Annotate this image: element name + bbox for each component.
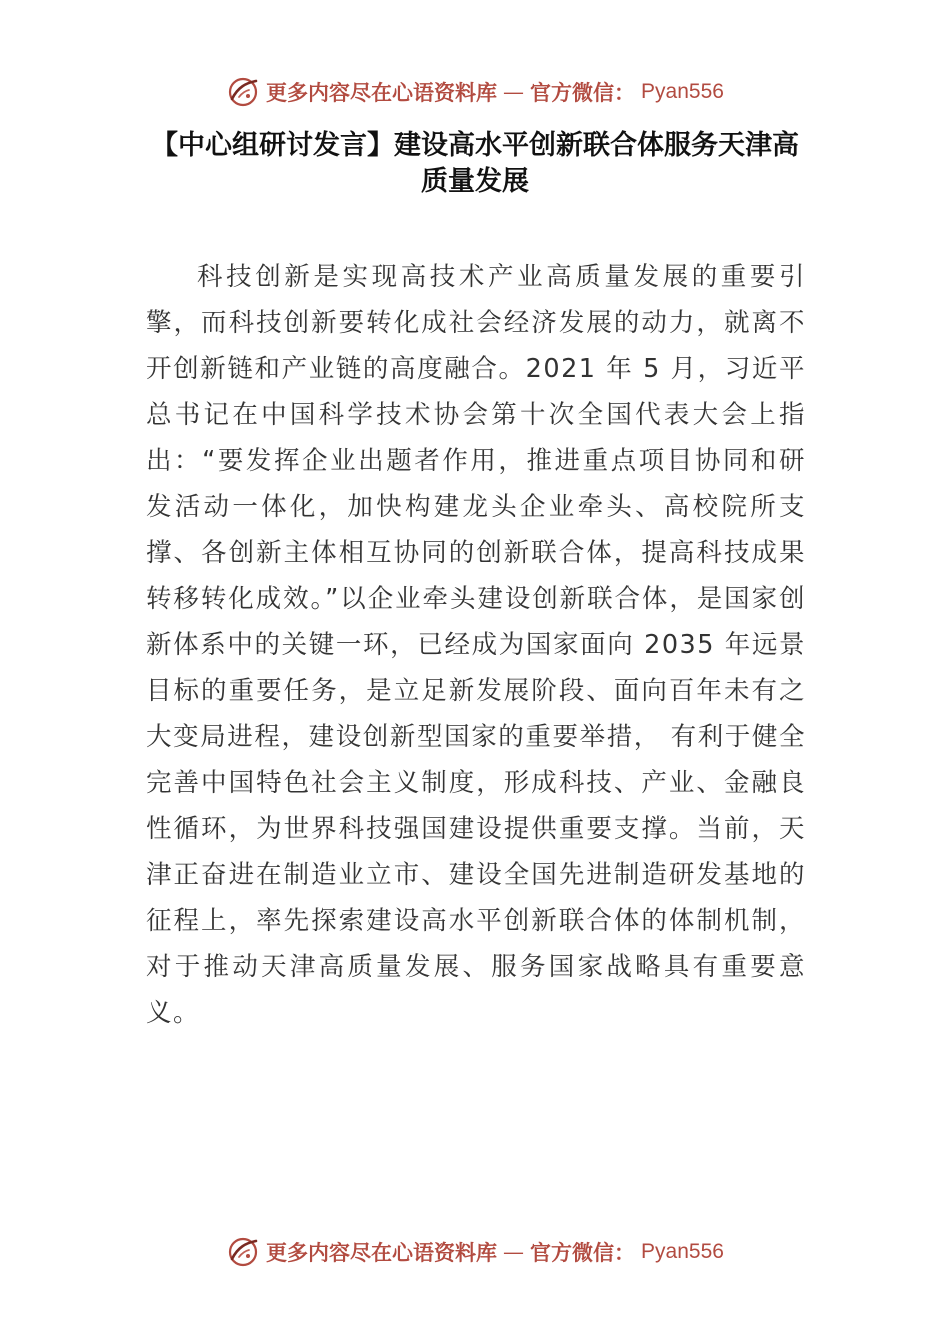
watermark-id: Pyan556 [641, 1240, 724, 1263]
document-title: 【中心组研讨发言】建设高水平创新联合体服务天津高质量发展 [151, 130, 799, 197]
watermark-text: 更多内容尽在心语资料库 [266, 1240, 498, 1265]
watermark-id: Pyan556 [641, 80, 724, 103]
brush-circle-logo-icon [226, 75, 260, 109]
body-paragraph: 科技创新是实现高技术产业高质量发展的重要引擎，而科技创新要转化成社会经济发展的动力，就离不开创新链和产业链的高度融合。2021 年 5 月，习近平总书记在中国科学技术协会第十次全国代表大会上指出：“要发挥企业出题者作用，推进重点项目协同和研发活动一体化，加快构建龙头企业牵头、高校院所支撑、各创新主体相互协同的创新联合体，提高科技成果转移转化成效。”以企业牵头建设创新联合体，是国家创新体系中的关键一环，已经成为国家面向 2035 年远景目标的重要任务，是立足新发展阶段、面向百年未有之大变局进程，建设创新型国家的重要举措， 有利于健全完善中国特色社会主义制度，形成科技、产业、金融良性循环，为世界科技强国建设提供重要支撑。当前，天津正奋进在制造业立市、建设全国先进制造研发基地的征程上，率先探索建设高水平创新联合体的体制机制，对于推动天津高质量发展、服务国家战略具有重要意义。 [146, 262, 806, 1028]
header-watermark [0, 70, 950, 114]
watermark-text: 更多内容尽在心语资料库 [266, 80, 498, 105]
watermark-label: 官方微信： [530, 1240, 636, 1265]
watermark-separator: — [503, 1240, 525, 1264]
footer-watermark [0, 1230, 950, 1274]
watermark-separator: — [503, 80, 525, 104]
watermark-label: 官方微信： [530, 80, 636, 105]
brush-circle-logo-icon [226, 1235, 260, 1269]
